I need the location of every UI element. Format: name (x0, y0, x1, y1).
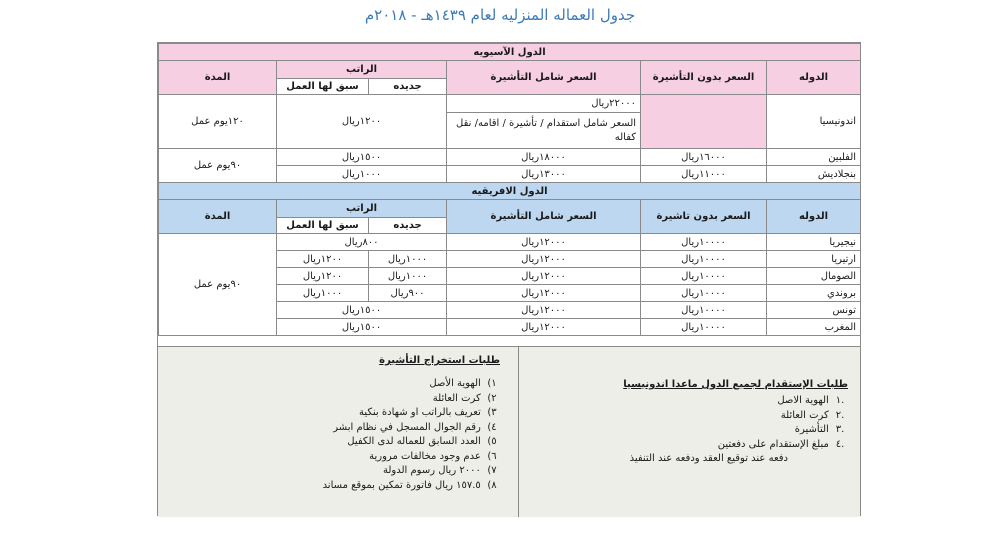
list-number: .١ (835, 395, 845, 406)
list-number: ٣) (487, 407, 497, 418)
duration-cell: ٩٠يوم عمل (159, 234, 277, 336)
africa-header-price-with-visa: السعر شامل التأشيرة (447, 200, 641, 234)
price-no-visa-cell: ١٦٠٠٠ريال (641, 149, 767, 166)
country-cell: الفلبين (767, 149, 861, 166)
list-text: كرت العائلة (432, 392, 481, 404)
list-text: الهوية الأصل (429, 378, 481, 389)
africa-header-country: الدوله (767, 200, 861, 234)
salary-exp-cell: ١٢٠٠ريال (277, 268, 369, 285)
list-text: العدد السابق للعماله لدى الكفيل (347, 436, 481, 447)
country-cell: المغرب (767, 319, 861, 336)
page-title: جدول العماله المنزليه لعام ١٤٣٩هـ - ٢٠١٨م (364, 6, 636, 24)
list-item (518, 394, 848, 409)
salary-cell: ١٢٠٠ريال (277, 95, 447, 149)
asia-header-salary-new: جديده (369, 79, 447, 95)
list-item (170, 435, 500, 450)
price-no-visa-cell: ١١٠٠٠ريال (641, 166, 767, 183)
list-text: ٢٠٠٠ ريال رسوم الدولة (382, 465, 481, 476)
country-cell: بنجلاديش (767, 166, 861, 183)
price-no-visa-cell: ١٠٠٠٠ريال (641, 234, 767, 251)
asia-header-price-with-visa: السعر شامل التأشيرة (447, 61, 641, 95)
list-number: ٥) (487, 436, 497, 447)
labor-pricing-table (157, 42, 861, 516)
list-text: رقم الجوال المسجل في نظام ابشر (333, 421, 481, 433)
salary-new-cell: ١٠٠٠ريال (369, 268, 447, 285)
list-item (170, 392, 500, 407)
africa-header-price-no-visa: السعر بدون تاشيرة (641, 200, 767, 234)
duration-cell: ٩٠يوم عمل (159, 149, 277, 183)
salary-cell: ١٥٠٠ريال (277, 149, 447, 166)
salary-exp-cell: ١٠٠٠ريال (277, 285, 369, 302)
asia-section-label: الدول الآسيويه (159, 44, 861, 61)
country-cell: تونس (767, 302, 861, 319)
price-no-visa-cell: ١٠٠٠٠ريال (641, 268, 767, 285)
asia-header-salary-exp: سبق لها العمل (277, 79, 369, 95)
recruit-requirements-heading: طلبات الإستقدام لجميع الدول ماعدا اندونيسيا (623, 379, 848, 390)
list-text: كرت العائلة (780, 409, 829, 421)
africa-header-duration: المدة (159, 200, 277, 234)
price-with-visa-cell: ١٢٠٠٠ريال (447, 268, 641, 285)
list-number: ٦) (487, 450, 497, 462)
list-number: ٢) (487, 392, 497, 404)
country-cell: بروندي (767, 285, 861, 302)
asia-header-duration: المدة (159, 61, 277, 95)
salary-cell: ١٥٠٠ريال (277, 302, 447, 319)
payment-note: دفعه عند توقيع العقد ودفعه عند التنفيذ (629, 453, 788, 464)
price-with-visa-cell: ١٢٠٠٠ريال (447, 285, 641, 302)
salary-new-cell: ١٠٠٠ريال (369, 251, 447, 268)
list-item (170, 450, 500, 465)
salary-cell: ١٠٠٠ريال (277, 166, 447, 183)
list-number: ١) (487, 378, 497, 389)
asia-row-philippines (159, 149, 861, 166)
salary-cell: ٨٠٠ريال (277, 234, 447, 251)
price-with-visa-cell: ١٢٠٠٠ريال (447, 251, 641, 268)
visa-requirements (170, 355, 500, 493)
africa-section-row (159, 183, 861, 200)
list-text: تعريف بالراتب او شهادة بنكية (359, 407, 481, 418)
list-number: .٢ (835, 409, 845, 421)
price-with-visa-cell: ٢٢٠٠٠ريال (447, 95, 641, 113)
list-item (170, 479, 500, 494)
country-cell: ارتيريا (767, 251, 861, 268)
list-number: ٤) (487, 421, 497, 433)
salary-exp-cell: ١٢٠٠ريال (277, 251, 369, 268)
africa-header-row (159, 200, 861, 218)
asia-section-row (159, 44, 861, 61)
list-item (170, 421, 500, 436)
list-number: ٨) (487, 479, 497, 491)
africa-header-salary: الراتب (277, 200, 447, 218)
africa-section-label: الدول الافريقيه (159, 183, 861, 200)
requirements-panel (158, 346, 860, 517)
list-text: الهوية الاصل (777, 395, 829, 406)
price-no-visa-cell: ١٠٠٠٠ريال (641, 319, 767, 336)
list-item (170, 377, 500, 392)
recruit-requirements (518, 357, 848, 467)
price-no-visa-cell: ١٠٠٠٠ريال (641, 251, 767, 268)
country-cell: نيجيريا (767, 234, 861, 251)
duration-cell: ١٢٠يوم عمل (159, 95, 277, 149)
price-note-cell: السعر شامل استقدام / تأشيرة / اقامه/ نقل كفاله (447, 113, 641, 149)
africa-header-salary-exp: سبق لها العمل (277, 218, 369, 234)
list-number: .٣ (835, 424, 845, 435)
asia-header-price-no-visa: السعر بدون التأشيرة (641, 61, 767, 95)
africa-header-salary-new: جديده (369, 218, 447, 234)
list-text: التأشيرة (794, 424, 829, 435)
list-text: عدم وجود مخالفات مرورية (369, 450, 481, 462)
country-cell: الصومال (767, 268, 861, 285)
list-item (170, 464, 500, 479)
list-text: ١٥٧.٥ ريال فاتورة تمكين بموقع مساند (322, 479, 481, 491)
list-item (518, 438, 848, 453)
asia-header-row (159, 61, 861, 79)
visa-requirements-heading: طلبات استخراج التأشيرة (379, 355, 500, 366)
list-item (518, 409, 848, 424)
list-item (170, 406, 500, 421)
list-text: مبلغ الإستقدام على دفعتين (717, 438, 829, 450)
price-with-visa-cell: ١٣٠٠٠ريال (447, 166, 641, 183)
salary-new-cell: ٩٠٠ريال (369, 285, 447, 302)
price-with-visa-cell: ١٢٠٠٠ريال (447, 302, 641, 319)
price-with-visa-cell: ١٢٠٠٠ريال (447, 319, 641, 336)
africa-row (159, 234, 861, 251)
pricing-grid (158, 43, 861, 336)
country-cell: اندونيسيا (767, 95, 861, 149)
asia-row-indonesia (159, 95, 861, 113)
asia-header-country: الدوله (767, 61, 861, 95)
list-number: ٧) (487, 465, 497, 476)
list-number: .٤ (835, 438, 845, 450)
price-with-visa-cell: ١٨٠٠٠ريال (447, 149, 641, 166)
price-with-visa-cell: ١٢٠٠٠ريال (447, 234, 641, 251)
list-item (518, 423, 848, 438)
asia-header-salary: الراتب (277, 61, 447, 79)
salary-cell: ١٥٠٠ريال (277, 319, 447, 336)
price-no-visa-cell: ١٠٠٠٠ريال (641, 302, 767, 319)
price-no-visa-cell (641, 95, 767, 149)
price-no-visa-cell: ١٠٠٠٠ريال (641, 285, 767, 302)
